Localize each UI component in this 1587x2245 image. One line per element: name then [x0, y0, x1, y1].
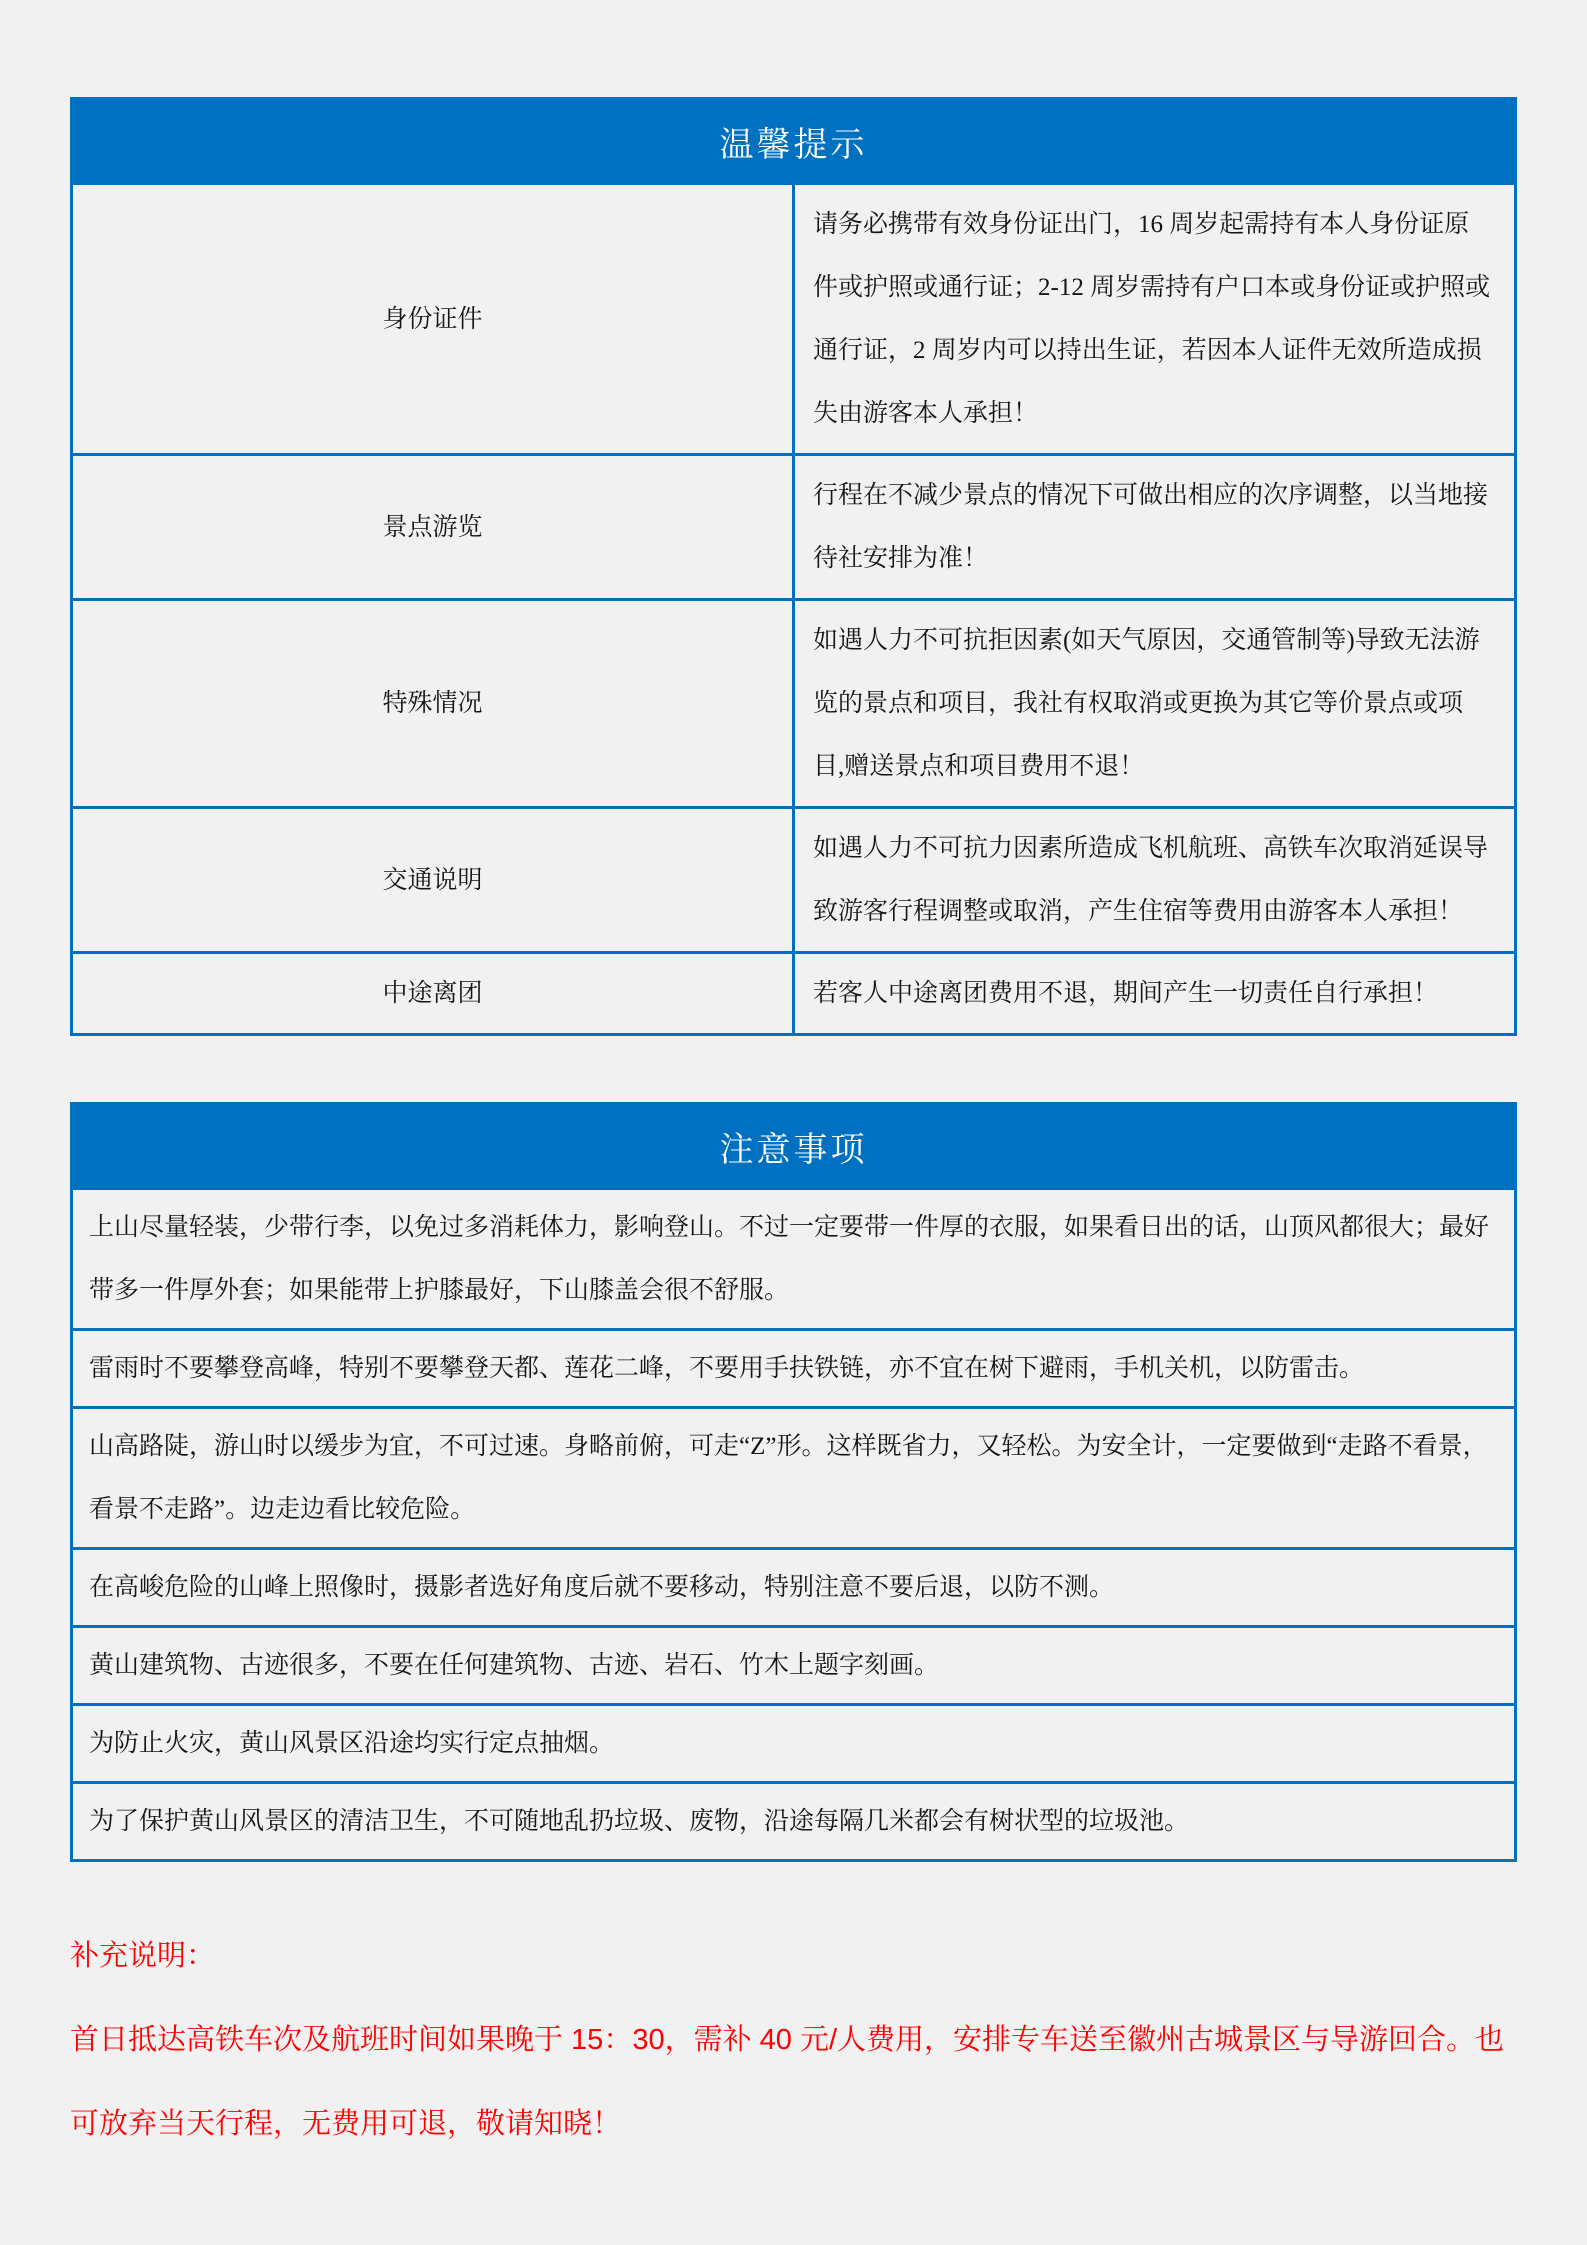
note-walking-pace: 山高路陡，游山时以缓步为宜，不可过速。身略前俯，可走“Z”形。这样既省力，又轻松。为安全计，一定要做到“走路不看景，看景不走路”。边走边看比较危险。: [72, 1408, 1516, 1549]
row-content-id-documents: 请务必携带有效身份证出门，16 周岁起需持有本人身份证原件或护照或通行证；2-12 周岁需持有户口本或身份证或护照或通行证，2 周岁内可以持出生证，若因本人证件无效所造成损失由游客本人承担！: [794, 184, 1516, 455]
note-light-packing: 上山尽量轻装，少带行李，以免过多消耗体力，影响登山。不过一定要带一件厚的衣服，如果看日出的话，山顶风都很大；最好带多一件厚外套；如果能带上护膝最好，下山膝盖会很不舒服。: [72, 1189, 1516, 1330]
row-label-sightseeing: 景点游览: [72, 455, 794, 600]
note-thunderstorm: 雷雨时不要攀登高峰，特别不要攀登天都、莲花二峰，不要用手扶铁链，亦不宜在树下避雨，手机关机，以防雷击。: [72, 1330, 1516, 1408]
table-row: [72, 1627, 1516, 1705]
table-row: [72, 1783, 1516, 1861]
notes-table: [70, 1102, 1517, 1862]
row-label-special-cases: 特殊情况: [72, 600, 794, 808]
row-content-leaving-group: 若客人中途离团费用不退，期间产生一切责任自行承担！: [794, 953, 1516, 1035]
table-row: [72, 808, 1516, 953]
supplement-section: [70, 1914, 1517, 2166]
note-no-littering: 为了保护黄山风景区的清洁卫生，不可随地乱扔垃圾、废物，沿途每隔几米都会有树状型的垃圾池。: [72, 1783, 1516, 1861]
table-row: [72, 953, 1516, 1035]
row-label-id-documents: 身份证件: [72, 184, 794, 455]
note-no-carving: 黄山建筑物、古迹很多，不要在任何建筑物、古迹、岩石、竹木上题字刻画。: [72, 1627, 1516, 1705]
table-row: [72, 1330, 1516, 1408]
notes-table-header-row: [72, 1104, 1516, 1189]
tips-table: [70, 97, 1517, 1036]
supplement-body: 首日抵达高铁车次及航班时间如果晚于 15：30，需补 40 元/人费用，安排专车送至徽州古城景区与导游回合。也可放弃当天行程，无费用可退，敬请知晓！: [70, 2024, 1505, 2140]
table-row: [72, 1189, 1516, 1330]
table-row: [72, 455, 1516, 600]
row-content-special-cases: 如遇人力不可抗拒因素(如天气原因，交通管制等)导致无法游览的景点和项目，我社有权取消或更换为其它等价景点或项目,赠送景点和项目费用不退！: [794, 600, 1516, 808]
row-content-transport: 如遇人力不可抗力因素所造成飞机航班、高铁车次取消延误导致游客行程调整或取消，产生住宿等费用由游客本人承担！: [794, 808, 1516, 953]
table-row: [72, 600, 1516, 808]
tips-table-header-row: [72, 99, 1516, 184]
tips-table-title: 温馨提示: [72, 99, 1516, 184]
row-content-sightseeing: 行程在不减少景点的情况下可做出相应的次序调整，以当地接待社安排为准！: [794, 455, 1516, 600]
note-photography: 在高峻危险的山峰上照像时，摄影者选好角度后就不要移动，特别注意不要后退，以防不测。: [72, 1549, 1516, 1627]
note-smoking-spots: 为防止火灾，黄山风景区沿途均实行定点抽烟。: [72, 1705, 1516, 1783]
row-label-transport: 交通说明: [72, 808, 794, 953]
table-row: [72, 1705, 1516, 1783]
table-row: [72, 1549, 1516, 1627]
row-label-leaving-group: 中途离团: [72, 953, 794, 1035]
table-row: [72, 184, 1516, 455]
supplement-heading: 补充说明：: [70, 1940, 216, 1972]
table-row: [72, 1408, 1516, 1549]
notes-table-title: 注意事项: [72, 1104, 1516, 1189]
